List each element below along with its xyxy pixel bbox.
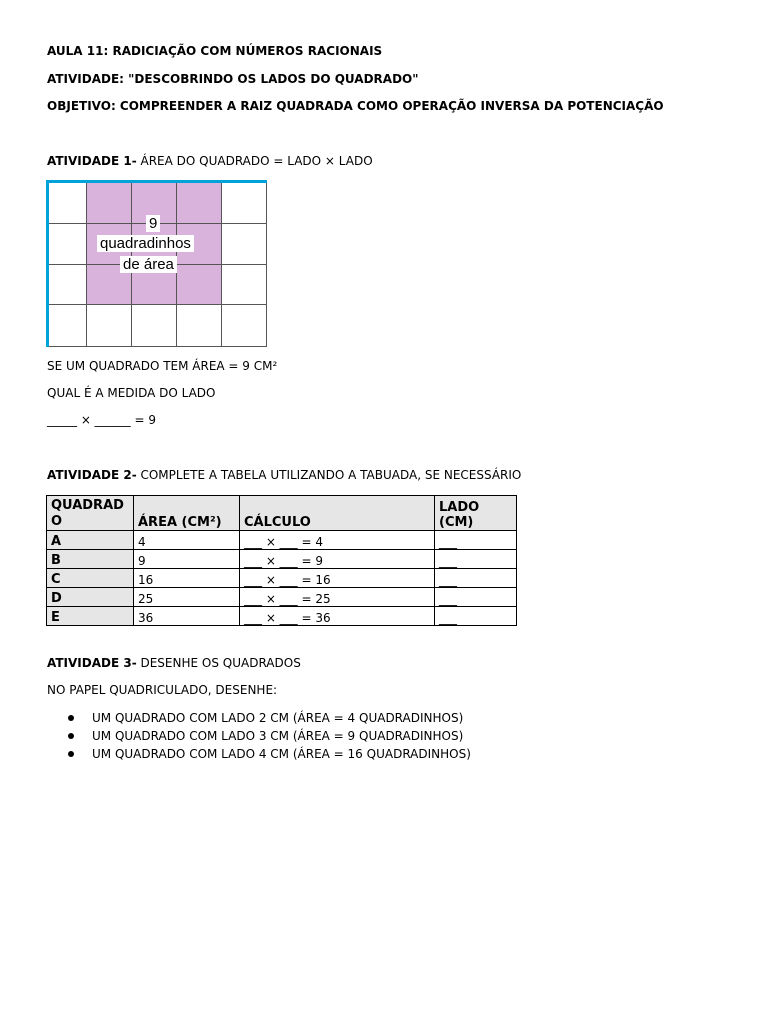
cell-calc: ___ × ___ = 9	[240, 550, 435, 569]
activity3-text: DESENHE OS QUADRADOS	[136, 656, 301, 670]
draw-instructions-list	[46, 710, 471, 764]
cell-area: 16	[134, 569, 240, 588]
table-row	[47, 607, 517, 626]
header-square: QUADRAD O	[47, 496, 134, 531]
cell-area: 36	[134, 607, 240, 626]
list-item-text: UM QUADRADO COM LADO 3 CM (ÁREA = 9 QUADRADINHOS)	[92, 729, 464, 743]
cell-calc: ___ × ___ = 4	[240, 531, 435, 550]
activity3-intro: NO PAPEL QUADRICULADO, DESENHE:	[47, 683, 278, 697]
activity1-label: ATIVIDADE 1-	[47, 154, 137, 168]
list-item-text: UM QUADRADO COM LADO 4 CM (ÁREA = 16 QUADRADINHOS)	[92, 747, 471, 761]
figure-label-unit: quadradinhos	[97, 235, 194, 252]
header-side: LADO (CM)	[435, 496, 517, 531]
bullet-icon	[68, 733, 74, 739]
cell-square: C	[47, 569, 134, 588]
table-row	[47, 531, 517, 550]
cell-area: 4	[134, 531, 240, 550]
cell-side: ___	[435, 588, 517, 607]
activity-title: ATIVIDADE: "DESCOBRINDO OS LADOS DO QUADRADO"	[47, 72, 419, 86]
cell-square: A	[47, 531, 134, 550]
table-header-row	[47, 496, 517, 531]
header-area: ÁREA (CM²)	[134, 496, 240, 531]
activity2-label: ATIVIDADE 2-	[47, 468, 137, 482]
activity2-heading	[47, 468, 521, 482]
cell-side: ___	[435, 531, 517, 550]
cell-side: ___	[435, 569, 517, 588]
activity1-text: ÁREA DO QUADRADO = LADO × LADO	[136, 154, 373, 168]
table-row	[47, 550, 517, 569]
list-item	[46, 746, 471, 764]
bullet-icon	[68, 715, 74, 721]
list-item-text: UM QUADRADO COM LADO 2 CM (ÁREA = 4 QUADRADINHOS)	[92, 711, 464, 725]
cell-square: E	[47, 607, 134, 626]
figure-label-area: de área	[120, 256, 177, 273]
cell-side: ___	[435, 607, 517, 626]
objective: OBJETIVO: COMPREENDER A RAIZ QUADRADA COMO OPERAÇÃO INVERSA DA POTENCIAÇÃO	[47, 99, 664, 113]
cell-calc: ___ × ___ = 16	[240, 569, 435, 588]
activity1-question2: QUAL É A MEDIDA DO LADO	[47, 386, 216, 400]
area-grid-figure	[46, 180, 267, 347]
cell-square: D	[47, 588, 134, 607]
activity1-heading	[47, 154, 373, 168]
cell-calc: ___ × ___ = 25	[240, 588, 435, 607]
activity3-heading	[47, 656, 301, 670]
squares-table	[46, 495, 517, 626]
figure-label-number: 9	[146, 215, 160, 232]
activity3-label: ATIVIDADE 3-	[47, 656, 137, 670]
header-calculation: CÁLCULO	[240, 496, 435, 531]
list-item	[46, 728, 471, 746]
cell-square: B	[47, 550, 134, 569]
lesson-title: AULA 11: RADICIAÇÃO COM NÚMEROS RACIONAIS	[47, 44, 383, 58]
cell-area: 25	[134, 588, 240, 607]
activity1-question1: SE UM QUADRADO TEM ÁREA = 9 CM²	[47, 359, 278, 373]
table-row	[47, 588, 517, 607]
table-row	[47, 569, 517, 588]
cell-calc: ___ × ___ = 36	[240, 607, 435, 626]
cell-area: 9	[134, 550, 240, 569]
list-item	[46, 710, 471, 728]
bullet-icon	[68, 751, 74, 757]
cell-side: ___	[435, 550, 517, 569]
activity2-text: COMPLETE A TABELA UTILIZANDO A TABUADA, SE NECESSÁRIO	[136, 468, 522, 482]
activity1-answer-line: _____ × ______ = 9	[47, 413, 157, 427]
